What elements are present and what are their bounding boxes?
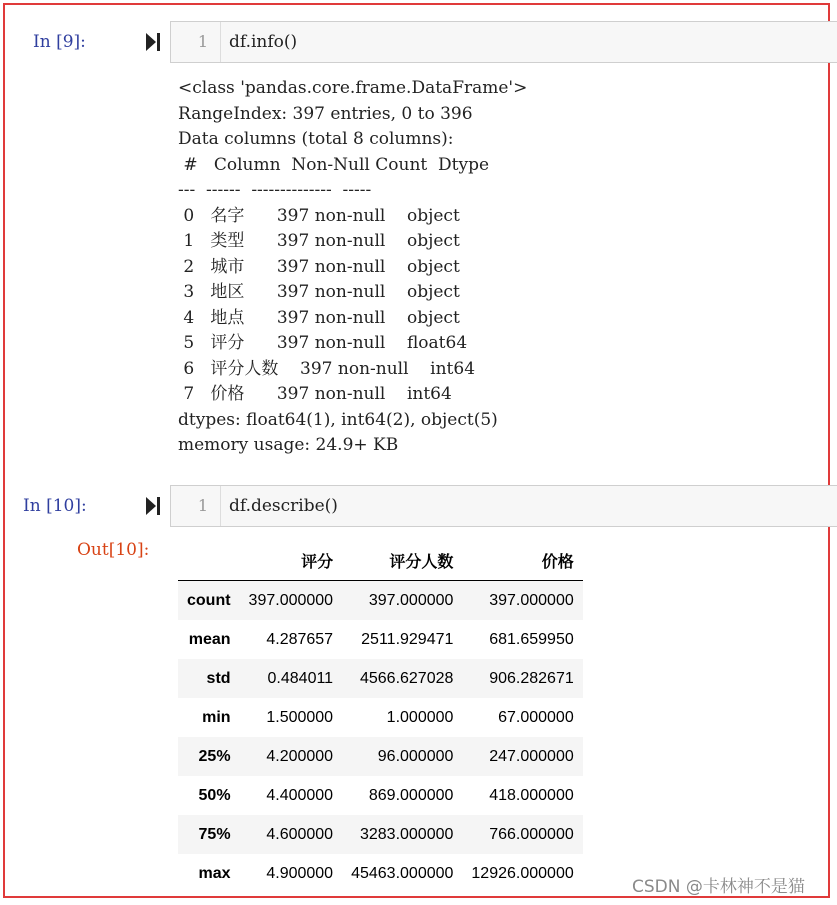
code-input-1[interactable] xyxy=(170,21,837,63)
table-cell: 45463.000000 xyxy=(351,864,454,882)
column-header: 评分 xyxy=(240,541,343,581)
output-line: memory usage: 24.9+ KB xyxy=(178,435,399,455)
table-cell: 4566.627028 xyxy=(359,669,454,687)
table-cell: 4.400000 xyxy=(266,786,334,804)
table-row xyxy=(178,659,583,698)
row-label: count xyxy=(187,591,231,609)
output-line: dtypes: float64(1), int64(2), object(5) xyxy=(178,409,498,430)
row-label: max xyxy=(198,864,231,882)
output-line: 5 评分 397 non-null float64 xyxy=(178,333,468,353)
table-cell: 0.484011 xyxy=(267,669,334,687)
row-label: 50% xyxy=(198,786,231,804)
output-line: --- ------ -------------- ----- xyxy=(178,180,372,200)
table-row xyxy=(178,854,583,893)
row-label: 25% xyxy=(198,747,231,765)
code-input-2[interactable] xyxy=(170,485,837,527)
table-row xyxy=(178,776,583,815)
table-cell: 906.282671 xyxy=(489,669,574,687)
output-line: <class 'pandas.core.frame.DataFrame'> xyxy=(178,78,528,98)
code-text[interactable]: df.info() xyxy=(229,32,298,52)
table-cell: 96.000000 xyxy=(377,747,454,765)
output-line: 0 名字 397 non-null object xyxy=(178,205,460,226)
column-header: 价格 xyxy=(462,541,582,581)
table-cell: 2511.929471 xyxy=(361,630,454,648)
table-cell: 681.659950 xyxy=(489,630,574,648)
input-prompt-1: In [9]: xyxy=(33,32,86,52)
table-header-row xyxy=(178,541,583,581)
table-cell: 1.500000 xyxy=(266,708,334,726)
output-prompt: Out[10]: xyxy=(77,540,150,560)
table-row xyxy=(178,815,583,854)
table-cell: 247.000000 xyxy=(489,747,574,765)
output-line: 6 评分人数 397 non-null int64 xyxy=(178,358,476,379)
table-row xyxy=(178,581,583,621)
column-header: 评分人数 xyxy=(342,541,462,581)
table-cell: 418.000000 xyxy=(489,786,574,804)
table-cell: 4.600000 xyxy=(266,825,334,843)
table-cell: 397.000000 xyxy=(248,591,334,609)
line-number: 1 xyxy=(171,22,221,62)
table-cell: 869.000000 xyxy=(368,786,454,804)
table-cell: 1.000000 xyxy=(386,708,454,726)
table-cell: 4.287657 xyxy=(266,630,334,648)
row-label: min xyxy=(202,708,231,726)
line-number: 1 xyxy=(171,486,221,526)
table-cell: 397.000000 xyxy=(368,591,454,609)
input-prompt-2: In [10]: xyxy=(23,496,87,516)
output-line: # Column Non-Null Count Dtype xyxy=(178,154,490,175)
table-row xyxy=(178,737,583,776)
describe-table xyxy=(178,541,583,893)
table-cell: 12926.000000 xyxy=(471,864,574,882)
output-line: Data columns (total 8 columns): xyxy=(178,129,454,149)
watermark: CSDN @卡林神不是猫 xyxy=(632,877,805,897)
index-header xyxy=(178,541,240,581)
output-line: 2 城市 397 non-null object xyxy=(178,256,460,277)
row-label: std xyxy=(206,669,231,687)
table-cell: 67.000000 xyxy=(498,708,574,726)
output-line: 7 价格 397 non-null int64 xyxy=(178,384,452,404)
table-cell: 397.000000 xyxy=(489,591,574,609)
run-cell-icon[interactable] xyxy=(146,33,160,51)
table-cell: 4.900000 xyxy=(266,864,334,882)
table-row xyxy=(178,620,583,659)
info-output xyxy=(178,76,527,459)
output-line: 3 地区 397 non-null object xyxy=(178,282,460,302)
table-cell: 766.000000 xyxy=(489,825,574,843)
table-row xyxy=(178,698,583,737)
output-line: 4 地点 397 non-null object xyxy=(178,307,460,328)
output-line: 1 类型 397 non-null object xyxy=(178,231,460,251)
run-cell-icon[interactable] xyxy=(146,497,160,515)
row-label: 75% xyxy=(198,825,231,843)
row-label: mean xyxy=(188,630,231,648)
table-cell: 3283.000000 xyxy=(359,825,454,843)
table-cell: 4.200000 xyxy=(266,747,334,765)
code-text[interactable]: df.describe() xyxy=(229,496,338,516)
output-line: RangeIndex: 397 entries, 0 to 396 xyxy=(178,103,473,124)
